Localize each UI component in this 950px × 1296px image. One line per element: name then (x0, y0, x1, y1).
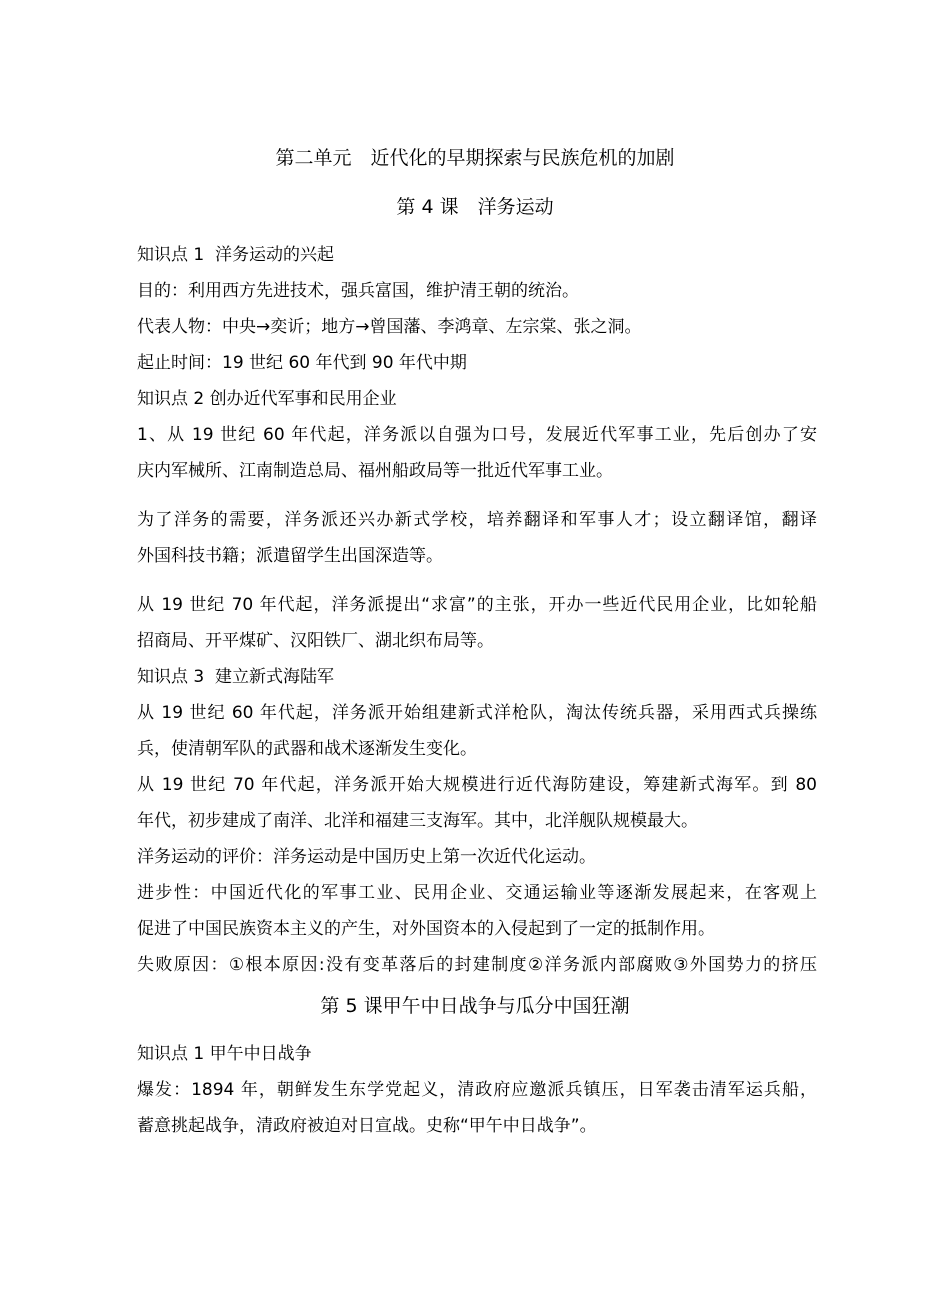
paragraph-line: 从 19 世纪 60 年代起，洋务派开始组建新式洋枪队，淘汰传统兵器，采用西式兵操练 (137, 703, 817, 723)
lesson-5-title: 第 5 课甲午中日战争与瓜分中国狂潮 (320, 995, 630, 1017)
paragraph-line: 代表人物：中央→奕䜣；地方→曾国藩、李鸿章、左宗棠、张之洞。 (137, 317, 642, 337)
knowledge-point-heading: 知识点 1 洋务运动的兴起 (137, 245, 335, 265)
paragraph-line: 为了洋务的需要，洋务派还兴办新式学校，培养翻译和军事人才；设立翻译馆，翻译 (137, 510, 817, 530)
paragraph-line: 招商局、开平煤矿、汉阳铁厂、湖北织布局等。 (137, 631, 494, 651)
paragraph-line: 起止时间：19 世纪 60 年代到 90 年代中期 (137, 353, 467, 373)
paragraph-line: 兵，使清朝军队的武器和战术逐渐发生变化。 (137, 739, 477, 759)
paragraph-line: 爆发：1894 年，朝鲜发生东学党起义，清政府应邀派兵镇压，日军袭击清军运兵船， (137, 1080, 817, 1100)
paragraph-line: 从 19 世纪 70 年代起，洋务派提出“求富”的主张，开办一些近代民用企业，比如轮船 (137, 595, 817, 615)
paragraph-line: 洋务运动的评价：洋务运动是中国历史上第一次近代化运动。 (137, 847, 596, 867)
paragraph-line: 外国科技书籍；派遣留学生出国深造等。 (137, 546, 443, 566)
paragraph-line: 年代，初步建成了南洋、北洋和福建三支海军。其中，北洋舰队规模最大。 (137, 811, 698, 831)
paragraph-line: 促进了中国民族资本主义的产生，对外国资本的入侵起到了一定的抵制作用。 (137, 919, 715, 939)
paragraph-line: 进步性：中国近代化的军事工业、民用企业、交通运输业等逐渐发展起来，在客观上 (137, 883, 817, 903)
unit-title: 第二单元 近代化的早期探索与民族危机的加剧 (275, 147, 675, 169)
paragraph-line: 目的：利用西方先进技术，强兵富国，维护清王朝的统治。 (137, 281, 579, 301)
paragraph-line: 失败原因：①根本原因:没有变革落后的封建制度②洋务派内部腐败③外国势力的挤压 (137, 955, 817, 975)
paragraph-line: 从 19 世纪 70 年代起，洋务派开始大规模进行近代海防建设，筹建新式海军。到 80 (137, 775, 817, 795)
paragraph-line: 蓄意挑起战争，清政府被迫对日宣战。史称“甲午中日战争”。 (137, 1116, 597, 1136)
paragraph-line: 庆内军械所、江南制造总局、福州船政局等一批近代军事工业。 (137, 461, 613, 481)
knowledge-point-heading: 知识点 1 甲午中日战争 (137, 1044, 312, 1064)
paragraph-line: 1、从 19 世纪 60 年代起，洋务派以自强为口号，发展近代军事工业，先后创办了安 (137, 425, 817, 445)
knowledge-point-heading: 知识点 2 创办近代军事和民用企业 (137, 389, 397, 409)
lesson-4-title: 第 4 课 洋务运动 (396, 196, 554, 218)
knowledge-point-heading: 知识点 3 建立新式海陆军 (137, 667, 335, 687)
